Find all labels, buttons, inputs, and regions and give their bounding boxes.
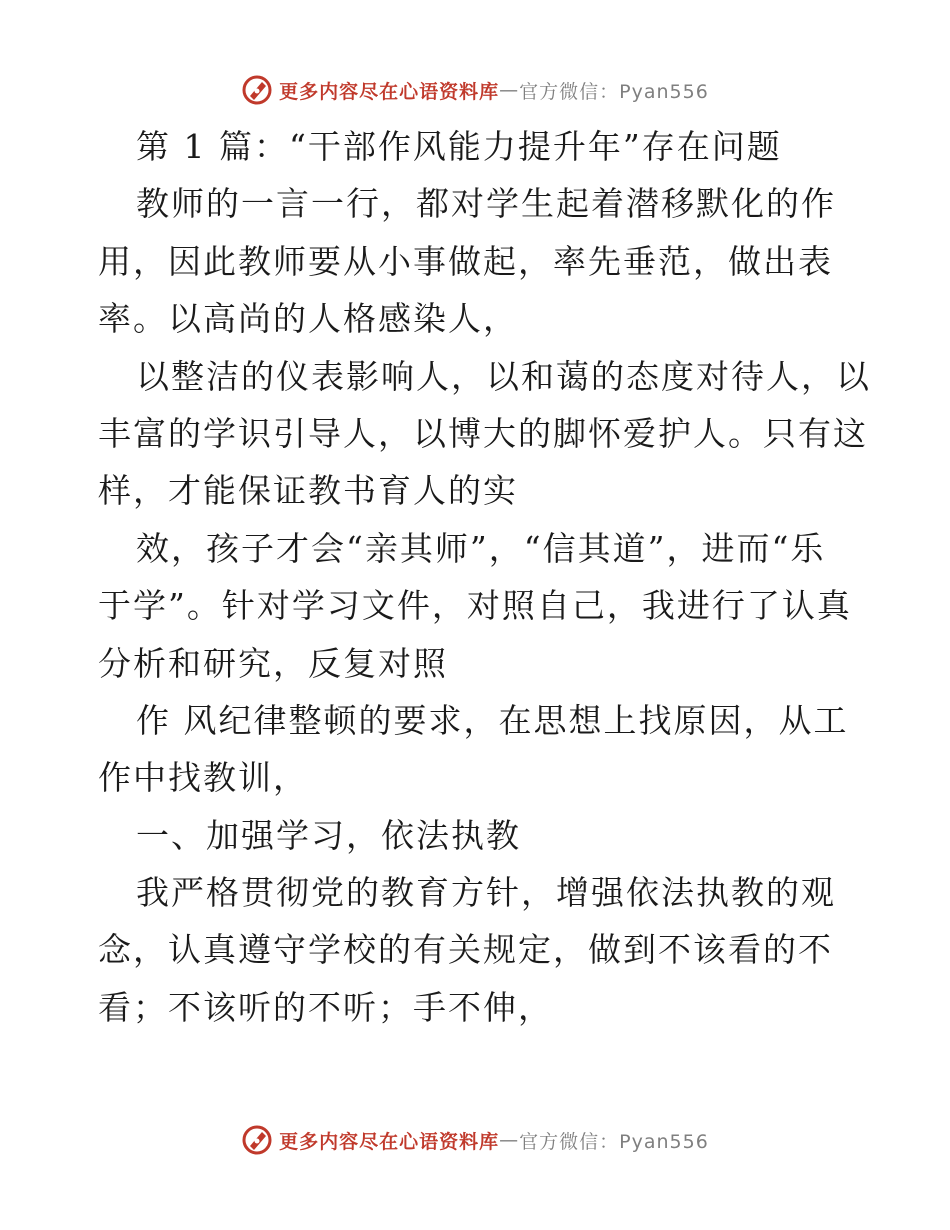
text-line: 于学”。针对学习文件，对照自己，我进行了认真 [98, 586, 852, 626]
text-line: 丰富的学识引导人，以博大的脚怀爱护人。只有这 [98, 413, 868, 453]
text-line: 样，才能保证教书育人的实 [98, 471, 518, 511]
pen-logo-icon [241, 74, 273, 106]
text-line: 作 风纪律整顿的要求，在思想上找原因，从工 [136, 700, 849, 740]
document-body [98, 118, 871, 1036]
banner-site-name: 更多内容尽在心语资料库 [279, 1130, 500, 1153]
banner-dash: — [499, 1129, 520, 1151]
text-line: 教师的一言一行，都对学生起着潜移默化的作 [136, 184, 836, 224]
pen-logo-icon [241, 1124, 273, 1156]
text-line: 作中找教训， [98, 758, 308, 798]
text-line: 分析和研究，反复对照 [98, 643, 448, 683]
text-line: 以整洁的仪表影响人，以和蔼的态度对待人，以 [136, 356, 871, 396]
banner-wechat: 官方微信：Pyan556 [519, 80, 709, 103]
text-line: 念，认真遵守学校的有关规定，做到不该看的不 [98, 930, 833, 970]
text-line: 效，孩子才会“亲其师”，“信其道”，进而“乐 [136, 528, 826, 568]
text-line: 一、加强学习，依法执教 [136, 815, 521, 855]
text-line: 第 1 篇：“干部作风能力提升年”存在问题 [136, 127, 782, 166]
banner-site-name: 更多内容尽在心语资料库 [279, 80, 500, 103]
footer-banner [0, 1120, 950, 1160]
banner-dash: — [499, 79, 520, 101]
text-line: 用，因此教师要从小事做起，率先垂范，做出表 [98, 241, 833, 281]
text-line: 看；不该听的不听；手不伸， [98, 987, 553, 1027]
header-banner [0, 70, 950, 110]
banner-wechat: 官方微信：Pyan556 [519, 1130, 709, 1153]
text-line: 我严格贯彻党的教育方针，增强依法执教的观 [136, 873, 836, 913]
text-line: 率。以高尚的人格感染人， [98, 299, 518, 339]
